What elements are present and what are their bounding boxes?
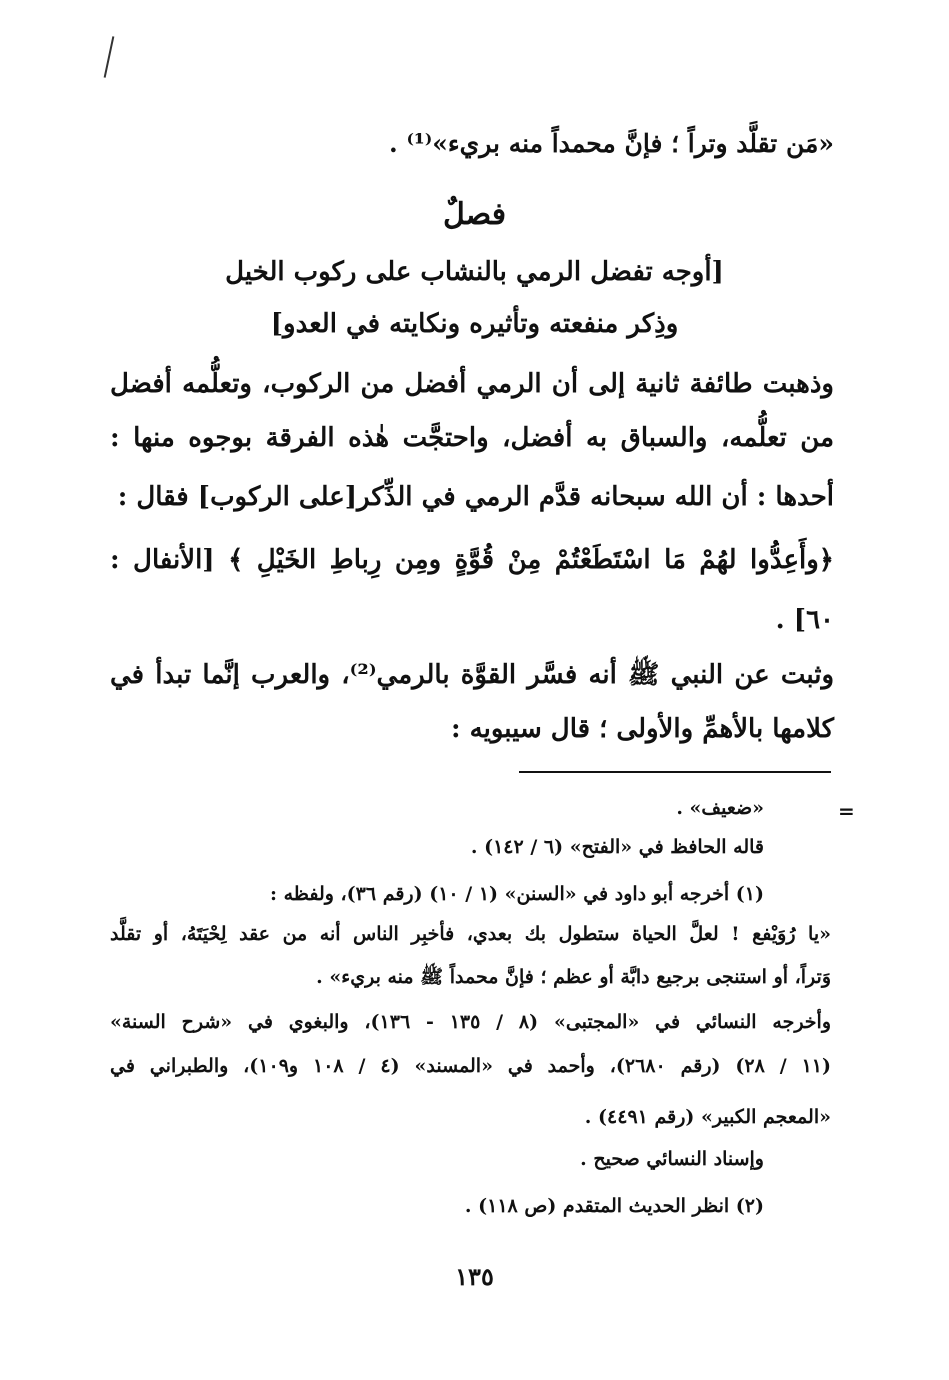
footnote-line-6: وأخرجه النسائي في «المجتبى» (٨ / ١٣٥ - ١٣٦)، والبغوي في «شرح السنة»	[110, 1011, 831, 1033]
footnote-line-5: وَتراً، أو استنجى برجيع دابَّة أو عظم ؛ فإنَّ محمداً ﷺ منه بريء» .	[316, 966, 831, 988]
footnote-separator	[519, 771, 831, 773]
footnote-line-3: (١) أخرجه أبو داود في «السنن» (١ / ١٠) (رقم ٣٦)، ولفظه :	[269, 883, 764, 905]
footnote-line-2: قاله الحافظ في «الفتح» (٦ / ١٤٢) .	[470, 836, 764, 858]
footnote-line-10: (٢) انظر الحديث المتقدم (ص ١١٨) .	[464, 1195, 764, 1217]
footnote-line-1: «ضعيف» .	[676, 797, 764, 819]
body-line-verse-ref: ٦٠] .	[775, 605, 834, 635]
footnote-line-8: «المعجم الكبير» (رقم ٤٤٩١) .	[584, 1106, 831, 1128]
body-line-6: وثبت عن النبي ﷺ أنه فسَّر القوَّة بالرمي⁽²⁾، والعرب إنَّما تبدأ في	[110, 660, 834, 690]
body-line-3: من تعلُّمه، والسباق به أفضل، واحتجَّت هٰذه الفرقة بوجوه منها :	[110, 423, 834, 453]
footnote-line-4: «يا رُوَيْفع ! لعلَّ الحياة ستطول بك بعدي، فأخبِر الناس أنه من عقد لِحْيَتَهُ، أو تقلَّد	[110, 923, 831, 945]
footnote-continuation-mark: =	[838, 799, 855, 823]
body-line-1: «مَن تقلَّد وتراً ؛ فإنَّ محمداً منه بريء»⁽¹⁾ .	[389, 129, 834, 158]
body-line-4: أحدها : أن الله سبحانه قدَّم الرمي في الذِّكر[على الركوب] فقال :	[117, 482, 834, 512]
footnote-line-7: (١١ / ٢٨) (رقم ٢٦٨٠)، وأحمد في «المسند» (٤ / ١٠٨ و١٠٩)، والطبراني في	[110, 1055, 831, 1077]
body-line-2: وذهبت طائفة ثانية إلى أن الرمي أفضل من الركوب، وتعلُّمه أفضل	[110, 369, 834, 399]
section-subtitle-2: وذِكر منفعته وتأثيره ونكايته في العدو]	[270, 309, 679, 339]
footnote-line-9: وإسناد النسائي صحيح .	[580, 1148, 764, 1170]
quran-verse-line: ﴿وأَعِدُّوا لهُمْ مَا اسْتَطَعْتُمْ مِنْ قُوَّةٍ ومِن رِباطِ الخَيْلِ ﴾ [الأنفال :	[110, 545, 834, 575]
body-line-7: كلامها بالأهمِّ والأولى ؛ قال سيبويه :	[451, 714, 834, 744]
margin-pen-mark	[104, 36, 115, 77]
section-subtitle-1: [أوجه تفضل الرمي بالنشاب على ركوب الخيل	[225, 257, 724, 287]
section-title: فصلٌ	[442, 197, 507, 232]
page-number: ١٣٥	[455, 1262, 494, 1291]
